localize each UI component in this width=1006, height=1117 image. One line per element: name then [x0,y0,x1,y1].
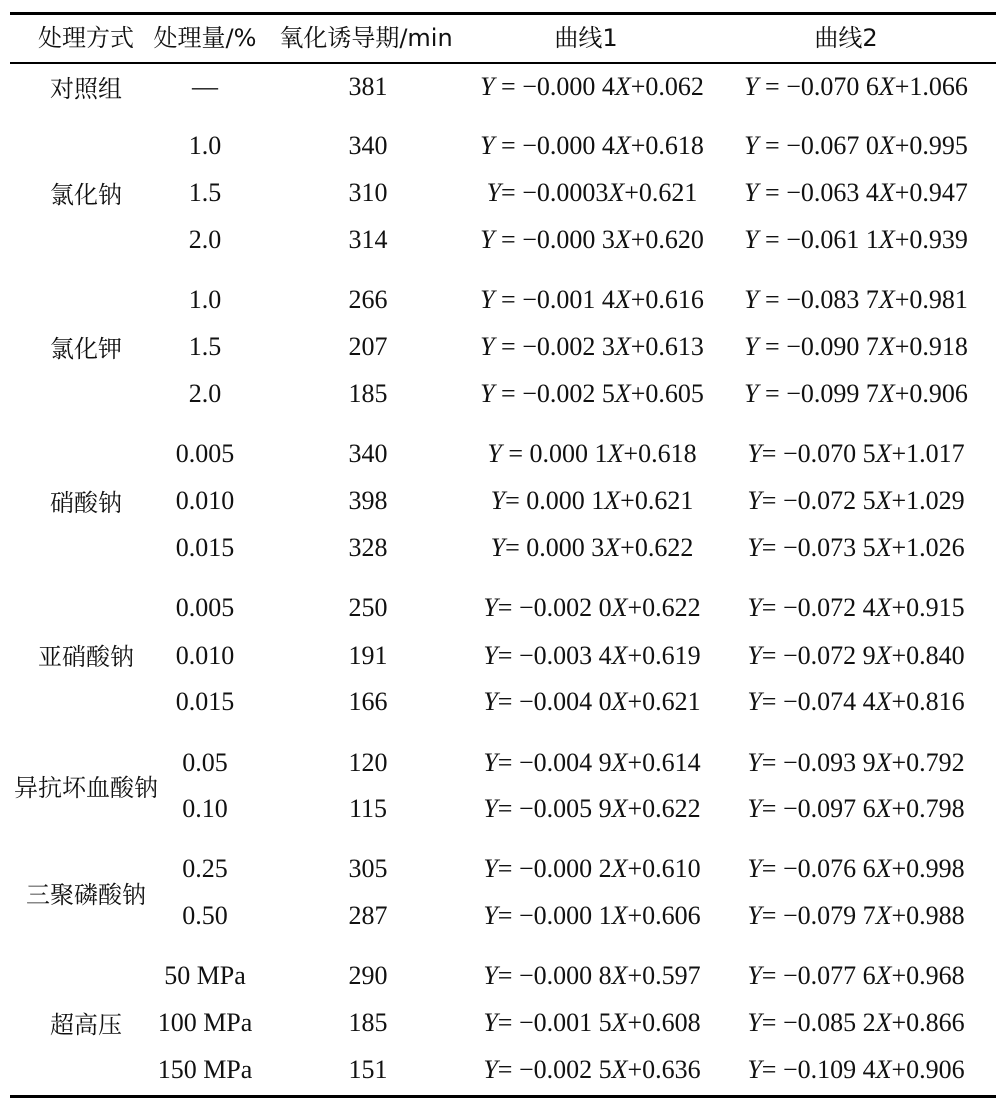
curve1-equation: Y= −0.004 0X+0.621 [483,687,701,716]
amount-cell: 0.005 [175,593,235,622]
treatment-name: 三聚磷酸钠 [26,880,146,909]
curve1-equation: Y = −0.001 4X+0.616 [480,285,704,314]
curve1-equation: Y = −0.002 5X+0.605 [480,379,704,408]
treatment-name: 超高压 [50,1011,122,1039]
treatment-name: 异抗坏血酸钠 [14,774,158,802]
amount-cell: — [192,72,218,101]
oit-cell: 207 [348,332,388,361]
amount-cell: 0.005 [175,439,235,468]
bottom-rule [10,1095,996,1098]
oit-cell: 115 [348,794,388,823]
curve2-equation: Y= −0.093 9X+0.792 [747,748,965,777]
treatment-name: 亚硝酸钠 [38,643,134,672]
curve1-equation: Y= −0.001 5X+0.608 [483,1008,701,1037]
oit-cell: 266 [348,285,388,314]
amount-cell: 0.05 [182,748,228,777]
curve2-equation: Y = −0.083 7X+0.981 [744,285,968,314]
amount-cell: 100 MPa [157,1008,253,1037]
curve2-equation: Y= −0.072 5X+1.029 [747,486,965,515]
curve1-equation: Y= −0.002 0X+0.622 [483,593,701,622]
oit-cell: 305 [348,854,388,883]
oit-cell: 166 [348,687,388,716]
amount-cell: 150 MPa [157,1055,253,1084]
curve1-equation: Y= −0.0003X+0.621 [486,178,698,207]
curve2-equation: Y = −0.099 7X+0.906 [744,379,968,408]
oit-cell: 310 [348,178,388,207]
oit-cell: 340 [348,439,388,468]
header-oit: 氧化诱导期/min [279,24,453,52]
curve1-equation: Y= −0.002 5X+0.636 [483,1055,701,1084]
curve2-equation: Y= −0.070 5X+1.017 [747,439,965,468]
treatment-name: 氯化钾 [50,335,122,363]
amount-cell: 1.5 [188,332,222,361]
curve1-equation: Y = −0.002 3X+0.613 [480,332,704,361]
header-curve1: 曲线1 [554,24,618,52]
oit-cell: 250 [348,593,388,622]
oit-cell: 314 [348,225,388,254]
amount-cell: 0.10 [182,794,228,823]
curve2-equation: Y= −0.073 5X+1.026 [747,533,965,562]
header-curve2: 曲线2 [814,24,878,52]
oit-cell: 191 [348,641,388,670]
curve1-equation: Y= −0.000 2X+0.610 [483,854,701,883]
curve2-equation: Y= −0.079 7X+0.988 [747,901,965,930]
oit-cell: 398 [348,486,388,515]
amount-cell: 0.25 [182,854,228,883]
treatment-name: 氯化钠 [50,181,122,209]
amount-cell: 0.015 [175,687,235,716]
oit-cell: 290 [348,961,388,990]
top-rule [10,12,996,15]
header-rule [10,62,996,64]
curve2-equation: Y= −0.074 4X+0.816 [747,687,965,716]
treatment-name: 对照组 [50,75,122,103]
amount-cell: 0.015 [175,533,235,562]
curve2-equation: Y = −0.061 1X+0.939 [744,225,968,254]
amount-cell: 0.010 [175,641,235,670]
curve1-equation: Y= −0.003 4X+0.619 [483,641,701,670]
curve1-equation: Y= −0.005 9X+0.622 [483,794,701,823]
treatment-name: 硝酸钠 [50,489,122,517]
curve2-equation: Y= −0.085 2X+0.866 [747,1008,965,1037]
amount-cell: 50 MPa [164,961,246,990]
curve2-equation: Y = −0.090 7X+0.918 [744,332,968,361]
curve2-equation: Y= −0.097 6X+0.798 [747,794,965,823]
header-amount: 处理量/% [153,24,257,52]
curve1-equation: Y= −0.000 8X+0.597 [483,961,701,990]
curve2-equation: Y= −0.077 6X+0.968 [747,961,965,990]
oit-cell: 185 [348,379,388,408]
amount-cell: 2.0 [188,379,222,408]
oit-cell: 340 [348,131,388,160]
curve1-equation: Y= −0.004 9X+0.614 [483,748,701,777]
oit-cell: 287 [348,901,388,930]
amount-cell: 0.50 [182,901,228,930]
oit-cell: 151 [348,1055,388,1084]
amount-cell: 1.0 [188,131,222,160]
curve2-equation: Y= −0.076 6X+0.998 [747,854,965,883]
oit-cell: 185 [348,1008,388,1037]
curve2-equation: Y= −0.109 4X+0.906 [747,1055,965,1084]
curve2-equation: Y = −0.070 6X+1.066 [744,72,968,101]
regression-table [10,0,996,1117]
amount-cell: 2.0 [188,225,222,254]
curve1-equation: Y= −0.000 1X+0.606 [483,901,701,930]
curve1-equation: Y= 0.000 1X+0.621 [490,486,694,515]
curve1-equation: Y = −0.000 4X+0.618 [480,131,704,160]
curve2-equation: Y = −0.067 0X+0.995 [744,131,968,160]
curve2-equation: Y = −0.063 4X+0.947 [744,178,968,207]
header-treatment: 处理方式 [38,24,134,52]
curve2-equation: Y= −0.072 4X+0.915 [747,593,965,622]
amount-cell: 0.010 [175,486,235,515]
amount-cell: 1.0 [188,285,222,314]
curve1-equation: Y = −0.000 3X+0.620 [480,225,704,254]
curve2-equation: Y= −0.072 9X+0.840 [747,641,965,670]
oit-cell: 328 [348,533,388,562]
curve1-equation: Y = −0.000 4X+0.062 [480,72,704,101]
oit-cell: 120 [348,748,388,777]
curve1-equation: Y= 0.000 3X+0.622 [490,533,694,562]
curve1-equation: Y = 0.000 1X+0.618 [487,439,697,468]
oit-cell: 381 [348,72,388,101]
amount-cell: 1.5 [188,178,222,207]
